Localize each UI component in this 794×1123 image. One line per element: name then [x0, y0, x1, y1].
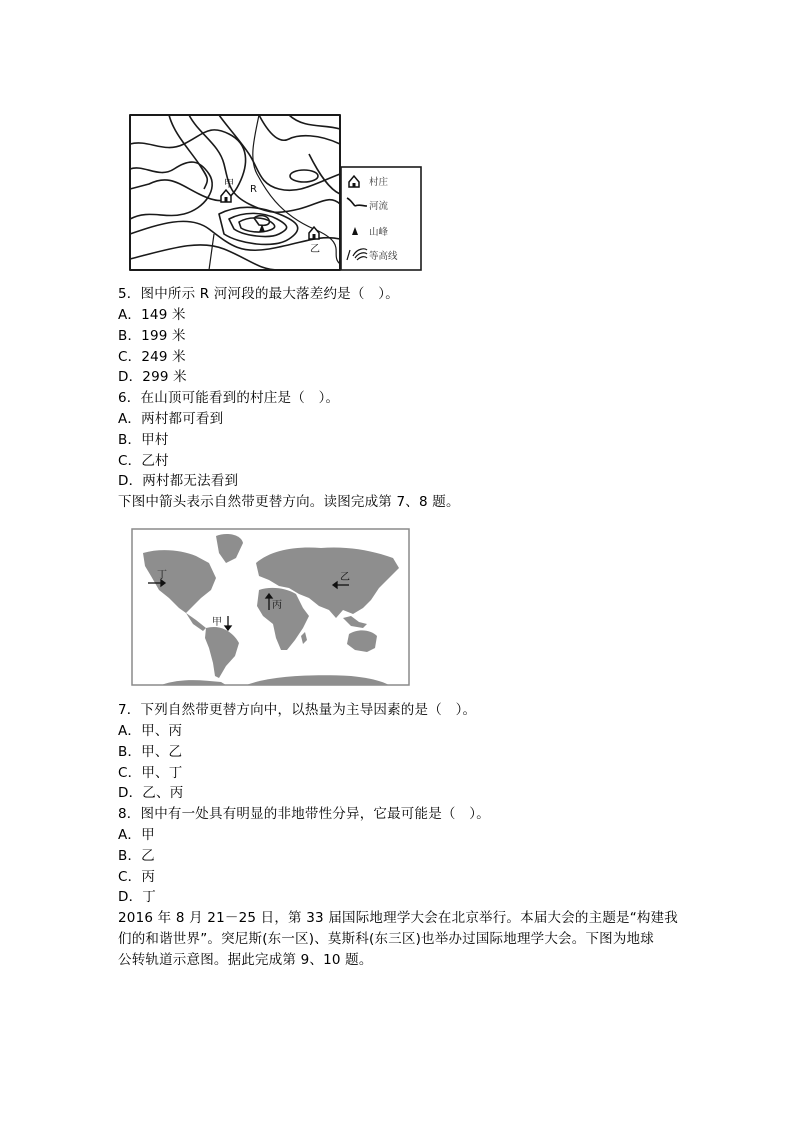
question-5-option-d: D．299 米 — [118, 369, 187, 385]
world-map-figure — [131, 528, 410, 686]
question-6-option-b: B．甲村 — [118, 432, 169, 448]
svg-text:山峰: 山峰 — [369, 227, 389, 238]
svg-text:村庄: 村庄 — [369, 177, 389, 188]
question-6-option-a: A．两村都可看到 — [118, 411, 224, 427]
question-8-option-b: B．乙 — [118, 848, 155, 864]
village-jia-marker — [221, 190, 231, 202]
world-map — [131, 528, 410, 686]
label-yi: 乙 — [310, 244, 320, 255]
label-yi: 乙 — [340, 572, 350, 583]
question-6-stem: 6．在山顶可能看到的村庄是（ ）。 — [118, 390, 340, 406]
intro-questions-7-8: 下图中箭头表示自然带更替方向。读图完成第 7、8 题。 — [118, 494, 460, 510]
topographic-map-figure — [129, 114, 423, 272]
question-8-stem: 8．图中有一处具有明显的非地带性分异，它最可能是（ ）。 — [118, 806, 490, 822]
question-7-option-d: D．乙、丙 — [118, 785, 184, 801]
question-7-option-a: A．甲、丙 — [118, 723, 183, 739]
question-7-stem: 7．下列自然带更替方向中，以热量为主导因素的是（ ）。 — [118, 702, 477, 718]
label-bing: 丙 — [272, 600, 282, 611]
question-5-option-b: B．199 米 — [118, 328, 186, 344]
question-7-option-b: B．甲、乙 — [118, 744, 183, 760]
question-6-option-d: D．两村都无法看到 — [118, 473, 239, 489]
village-yi-marker — [309, 227, 319, 239]
intro-questions-9-10-line-2: 们的和谐世界”。突尼斯(东一区)、莫斯科(东三区)也举办过国际地理学大会。下图为地球 — [118, 931, 654, 947]
intro-questions-9-10-line-1: 2016 年 8 月 21－25 日，第 33 届国际地理学大会在北京举行。本届大会的主题是“构建我 — [118, 910, 679, 926]
label-jia: 甲 — [212, 617, 222, 628]
label-ding: 丁 — [157, 570, 167, 581]
label-river-r: R — [250, 184, 257, 195]
question-5-option-a: A．149 米 — [118, 307, 186, 323]
question-8-option-a: A．甲 — [118, 827, 155, 843]
intro-questions-9-10-line-3: 公转轨道示意图。据此完成第 9、10 题。 — [118, 952, 373, 968]
svg-text:河流: 河流 — [369, 201, 389, 212]
map-legend — [341, 167, 421, 270]
question-7-option-c: C．甲、丁 — [118, 765, 183, 781]
question-6-option-c: C．乙村 — [118, 453, 169, 469]
svg-text:等高线: 等高线 — [369, 251, 398, 262]
question-5-stem: 5．图中所示 R 河河段的最大落差约是（ ）。 — [118, 286, 399, 302]
question-5-option-c: C．249 米 — [118, 349, 186, 365]
label-jia: 甲 — [224, 179, 234, 190]
question-8-option-c: C．丙 — [118, 869, 156, 885]
contour-map — [129, 114, 423, 272]
question-8-option-d: D．丁 — [118, 889, 156, 905]
